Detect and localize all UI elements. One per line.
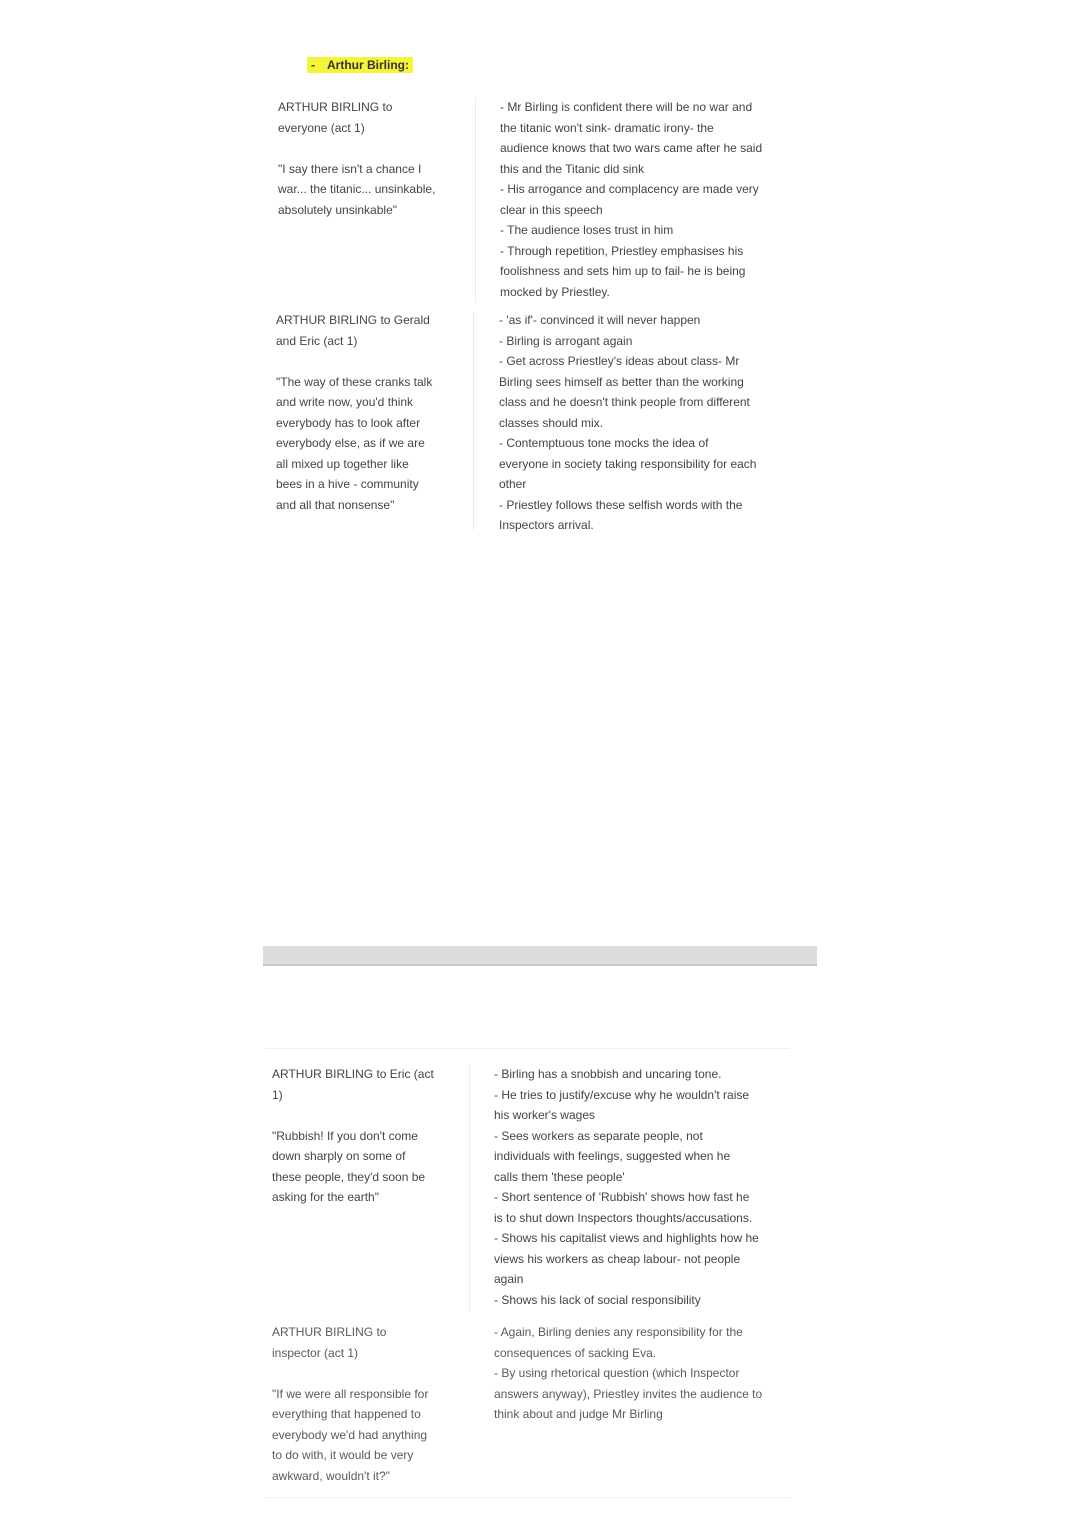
quote-line: awkward, wouldn't it?" xyxy=(272,1468,390,1483)
context-line: everyone (act 1) xyxy=(278,120,365,135)
analysis-line: - His arrogance and complacency are made very xyxy=(500,182,759,196)
quote-line: to do with, it would be very xyxy=(272,1448,414,1462)
quote-line: "If we were all responsible for xyxy=(272,1386,429,1401)
quote-line: and write now, you'd think xyxy=(276,395,414,409)
context-line: ARTHUR BIRLING to xyxy=(272,1325,387,1339)
p1-row1-left xyxy=(278,97,458,220)
p2-row1-analysis xyxy=(494,1064,794,1310)
quote-line: these people, they'd soon be xyxy=(272,1169,426,1184)
quote-block xyxy=(272,1384,457,1487)
heading-title: Arthur Birling: xyxy=(327,58,409,72)
analysis-line: the titanic won't sink- dramatic irony- the xyxy=(500,120,714,135)
analysis-line: - Contemptuous tone mocks the idea of xyxy=(499,436,709,450)
analysis-line: - Mr Birling is confident there will be no war and xyxy=(500,100,753,114)
quote-line: down sharply on some of xyxy=(272,1149,406,1163)
quote-line: absolutely unsinkable" xyxy=(278,202,398,217)
context-line: ARTHUR BIRLING to Eric (act xyxy=(272,1067,434,1081)
analysis-line: - The audience loses trust in him xyxy=(500,223,674,237)
analysis-line: classes should mix. xyxy=(499,415,604,430)
analysis-line: - Priestley follows these selfish words with the xyxy=(499,497,743,512)
analysis-line: clear in this speech xyxy=(500,202,603,217)
analysis-line: think about and judge Mr Birling xyxy=(494,1407,663,1421)
analysis-line: is to shut down Inspectors thoughts/accusations. xyxy=(494,1210,753,1225)
analysis-line: - Again, Birling denies any responsibility for the xyxy=(494,1325,743,1339)
analysis-line: - Birling is arrogant again xyxy=(499,333,633,348)
quote-line: "The way of these cranks talk xyxy=(276,374,433,389)
table-top-rule xyxy=(265,1048,790,1049)
quote-line: everything that happened to xyxy=(272,1407,421,1421)
analysis-line: answers anyway), Priestley invites the audience to xyxy=(494,1386,763,1401)
analysis-line: - 'as if'- convinced it will never happen xyxy=(499,313,701,327)
quote-line: everybody has to look after xyxy=(276,415,421,430)
analysis-line: - Get across Priestley's ideas about class- Mr xyxy=(499,354,740,368)
p1-row2-analysis xyxy=(499,310,799,536)
analysis-line: his worker's wages xyxy=(494,1108,595,1122)
analysis-line: - Shows his lack of social responsibility xyxy=(494,1292,701,1307)
quote-block xyxy=(272,1126,457,1208)
analysis-line: - By using rhetorical question (which Inspector xyxy=(494,1366,740,1380)
context-line: 1) xyxy=(272,1087,283,1102)
p1-row1-analysis xyxy=(500,97,800,302)
analysis-line: - Birling has a snobbish and uncaring tone. xyxy=(494,1067,722,1081)
p2-row2-left xyxy=(272,1322,457,1486)
quote-line: all mixed up together like xyxy=(276,456,409,471)
p1-row2-left xyxy=(276,310,461,515)
analysis-line: everyone in society taking responsibility for each xyxy=(499,456,757,471)
analysis-line: audience knows that two wars came after he said xyxy=(500,141,763,155)
analysis-line: Inspectors arrival. xyxy=(499,518,594,532)
heading-dash: - xyxy=(311,58,315,72)
analysis-line: consequences of sacking Eva. xyxy=(494,1345,657,1360)
table-bottom-rule xyxy=(265,1497,790,1498)
p2-row1-left xyxy=(272,1064,457,1208)
quote-line: asking for the earth" xyxy=(272,1190,379,1204)
page-separator xyxy=(263,946,817,966)
quote-block xyxy=(278,159,458,221)
analysis-line: - Shows his capitalist views and highlights how he xyxy=(494,1231,759,1245)
quote-line: "I say there isn't a chance I xyxy=(278,161,422,176)
column-divider xyxy=(473,312,474,530)
analysis-line: - He tries to justify/excuse why he wouldn't raise xyxy=(494,1087,750,1102)
context-line: and Eric (act 1) xyxy=(276,333,358,348)
analysis-line: - Sees workers as separate people, not xyxy=(494,1128,703,1143)
analysis-line: individuals with feelings, suggested when he xyxy=(494,1149,731,1163)
analysis-line: - Short sentence of 'Rubbish' shows how fast he xyxy=(494,1190,750,1204)
analysis-line: foolishness and sets him up to fail- he is being xyxy=(500,264,746,278)
context-line: inspector (act 1) xyxy=(272,1345,359,1360)
analysis-line: this and the Titanic did sink xyxy=(500,161,645,176)
p2-row2-analysis xyxy=(494,1322,794,1425)
analysis-line: other xyxy=(499,477,527,491)
quote-line: bees in a hive - community xyxy=(276,477,419,491)
column-divider xyxy=(469,1064,470,1312)
analysis-line: views his workers as cheap labour- not people xyxy=(494,1251,741,1266)
quote-line: "Rubbish! If you don't come xyxy=(272,1128,418,1143)
analysis-line: - Through repetition, Priestley emphasises his xyxy=(500,243,744,258)
column-divider xyxy=(475,97,476,302)
context-line: ARTHUR BIRLING to Gerald xyxy=(276,313,430,327)
context-line: ARTHUR BIRLING to xyxy=(278,100,393,114)
analysis-line: mocked by Priestley. xyxy=(500,284,610,299)
quote-line: and all that nonsense" xyxy=(276,497,395,512)
section-heading xyxy=(307,57,413,73)
quote-block xyxy=(276,372,461,516)
quote-line: war... the titanic... unsinkable, xyxy=(278,182,436,196)
analysis-line: class and he doesn't think people from different xyxy=(499,395,750,409)
quote-line: everybody else, as if we are xyxy=(276,436,425,450)
analysis-line: calls them 'these people' xyxy=(494,1169,625,1184)
quote-line: everybody we'd had anything xyxy=(272,1427,428,1442)
analysis-line: Birling sees himself as better than the working xyxy=(499,374,744,389)
analysis-line: again xyxy=(494,1272,524,1286)
